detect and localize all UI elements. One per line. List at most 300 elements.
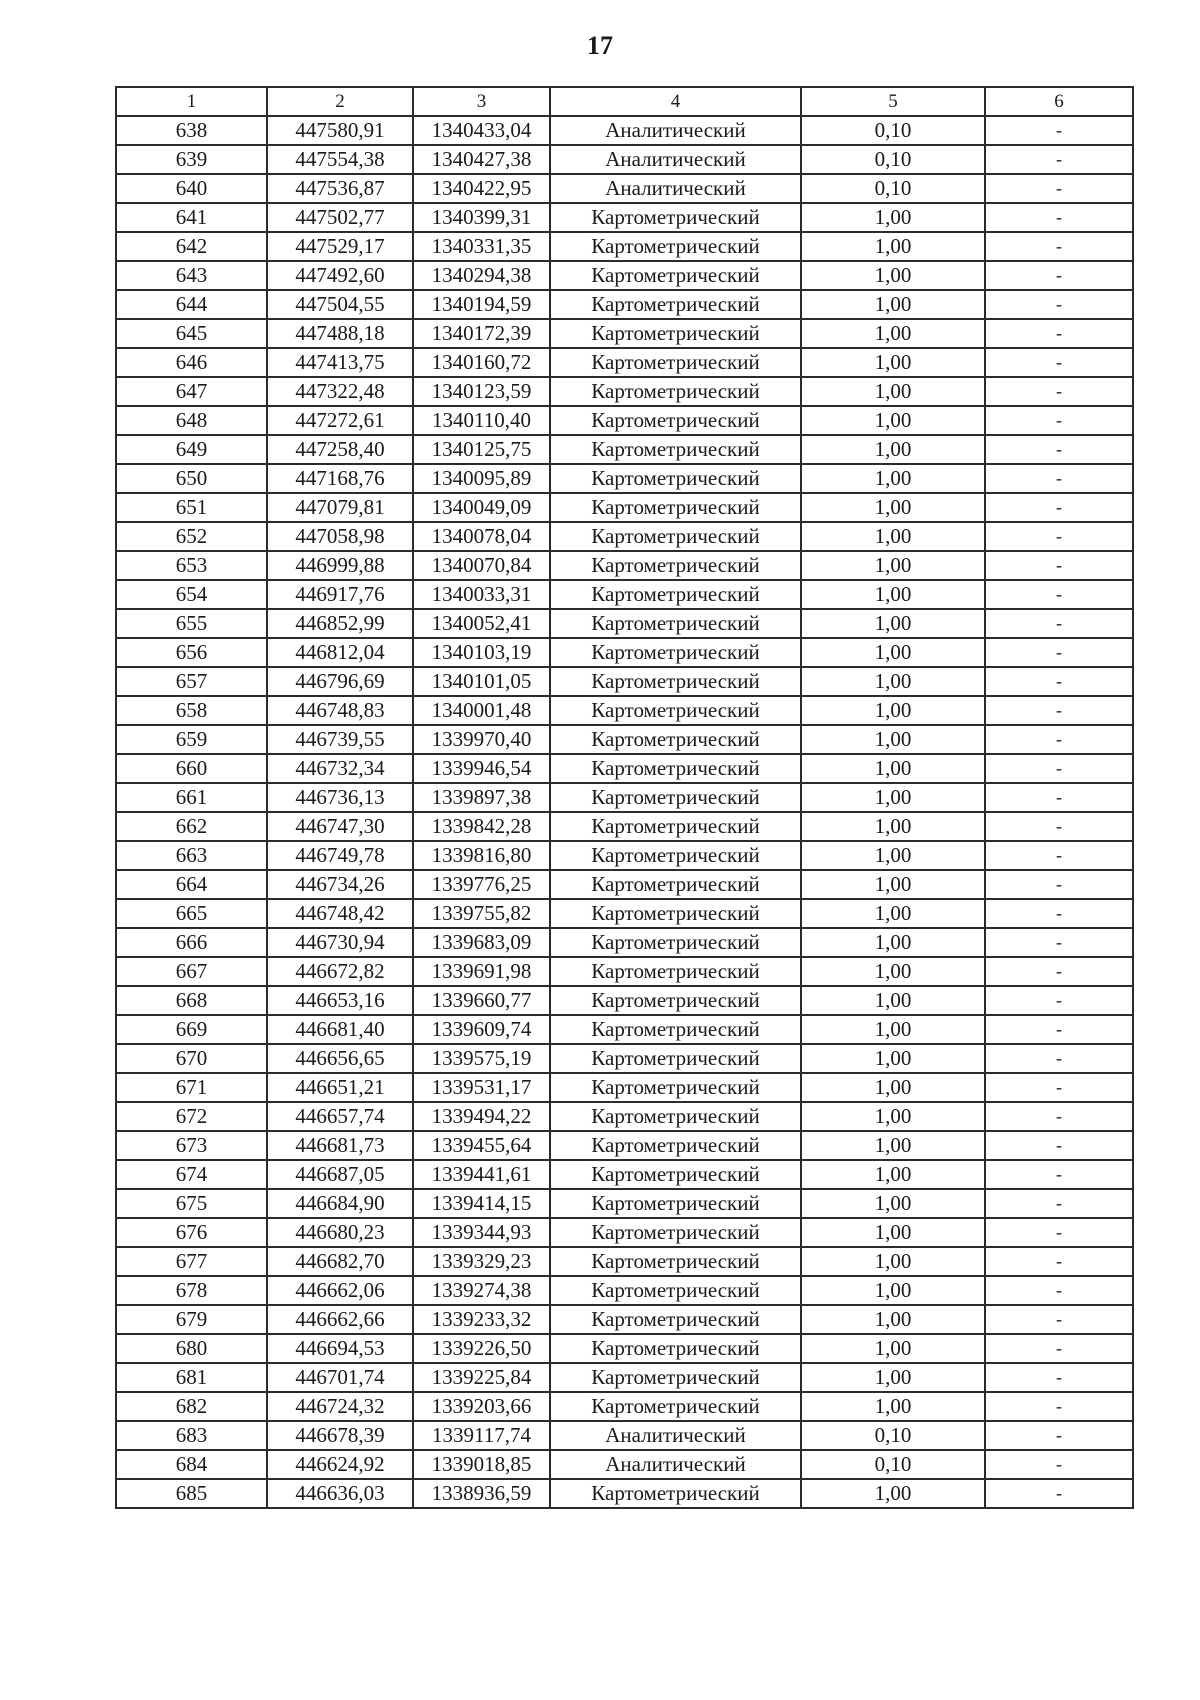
- y-coordinate-cell: 1340078,04: [413, 522, 550, 551]
- point-number-cell: 675: [116, 1189, 267, 1218]
- y-coordinate-cell: 1340070,84: [413, 551, 550, 580]
- x-coordinate-cell: 446636,03: [267, 1479, 413, 1508]
- accuracy-cell: 1,00: [801, 1305, 985, 1334]
- table-row: [116, 290, 1133, 319]
- note-cell: -: [985, 174, 1133, 203]
- note-cell: -: [985, 319, 1133, 348]
- point-number-cell: 682: [116, 1392, 267, 1421]
- y-coordinate-cell: 1339329,23: [413, 1247, 550, 1276]
- point-number-cell: 639: [116, 145, 267, 174]
- method-cell: Картометрический: [550, 493, 801, 522]
- method-cell: Картометрический: [550, 551, 801, 580]
- method-cell: Аналитический: [550, 116, 801, 145]
- accuracy-cell: 0,10: [801, 116, 985, 145]
- point-number-cell: 646: [116, 348, 267, 377]
- x-coordinate-cell: 446653,16: [267, 986, 413, 1015]
- accuracy-cell: 1,00: [801, 261, 985, 290]
- y-coordinate-cell: 1340125,75: [413, 435, 550, 464]
- point-number-cell: 644: [116, 290, 267, 319]
- point-number-cell: 684: [116, 1450, 267, 1479]
- table-row: [116, 580, 1133, 609]
- table-row: [116, 551, 1133, 580]
- y-coordinate-cell: 1339683,09: [413, 928, 550, 957]
- table-row: [116, 841, 1133, 870]
- accuracy-cell: 1,00: [801, 928, 985, 957]
- table-row: [116, 1363, 1133, 1392]
- x-coordinate-cell: 447079,81: [267, 493, 413, 522]
- x-coordinate-cell: 446732,34: [267, 754, 413, 783]
- accuracy-cell: 0,10: [801, 1450, 985, 1479]
- y-coordinate-cell: 1340331,35: [413, 232, 550, 261]
- y-coordinate-cell: 1339441,61: [413, 1160, 550, 1189]
- table-row: [116, 174, 1133, 203]
- table-row: [116, 1392, 1133, 1421]
- method-cell: Картометрический: [550, 580, 801, 609]
- method-cell: Картометрический: [550, 1102, 801, 1131]
- accuracy-cell: 1,00: [801, 667, 985, 696]
- table-row: [116, 1102, 1133, 1131]
- method-cell: Картометрический: [550, 290, 801, 319]
- method-cell: Картометрический: [550, 464, 801, 493]
- point-number-cell: 659: [116, 725, 267, 754]
- method-cell: Аналитический: [550, 174, 801, 203]
- point-number-cell: 672: [116, 1102, 267, 1131]
- y-coordinate-cell: 1340052,41: [413, 609, 550, 638]
- accuracy-cell: 1,00: [801, 1218, 985, 1247]
- table-row: [116, 1160, 1133, 1189]
- y-coordinate-cell: 1340433,04: [413, 116, 550, 145]
- note-cell: -: [985, 232, 1133, 261]
- table-row: [116, 348, 1133, 377]
- table-row: [116, 957, 1133, 986]
- method-cell: Картометрический: [550, 1247, 801, 1276]
- x-coordinate-cell: 447580,91: [267, 116, 413, 145]
- method-cell: Картометрический: [550, 203, 801, 232]
- y-coordinate-cell: 1340123,59: [413, 377, 550, 406]
- x-coordinate-cell: 446694,53: [267, 1334, 413, 1363]
- note-cell: -: [985, 841, 1133, 870]
- note-cell: -: [985, 667, 1133, 696]
- accuracy-cell: 1,00: [801, 870, 985, 899]
- method-cell: Картометрический: [550, 1131, 801, 1160]
- note-cell: -: [985, 1276, 1133, 1305]
- method-cell: Картометрический: [550, 1015, 801, 1044]
- note-cell: -: [985, 609, 1133, 638]
- method-cell: Картометрический: [550, 348, 801, 377]
- x-coordinate-cell: 447488,18: [267, 319, 413, 348]
- x-coordinate-cell: 447258,40: [267, 435, 413, 464]
- y-coordinate-cell: 1339946,54: [413, 754, 550, 783]
- table-row: [116, 812, 1133, 841]
- point-number-cell: 658: [116, 696, 267, 725]
- note-cell: -: [985, 435, 1133, 464]
- method-cell: Картометрический: [550, 232, 801, 261]
- table-row: [116, 609, 1133, 638]
- note-cell: -: [985, 1044, 1133, 1073]
- table-row: [116, 319, 1133, 348]
- header-row: [116, 87, 1133, 116]
- accuracy-cell: 1,00: [801, 1247, 985, 1276]
- x-coordinate-cell: 447529,17: [267, 232, 413, 261]
- accuracy-cell: 1,00: [801, 609, 985, 638]
- accuracy-cell: 1,00: [801, 1102, 985, 1131]
- y-coordinate-cell: 1339660,77: [413, 986, 550, 1015]
- note-cell: -: [985, 928, 1133, 957]
- y-coordinate-cell: 1340033,31: [413, 580, 550, 609]
- point-number-cell: 657: [116, 667, 267, 696]
- x-coordinate-cell: 446682,70: [267, 1247, 413, 1276]
- note-cell: -: [985, 522, 1133, 551]
- accuracy-cell: 1,00: [801, 841, 985, 870]
- y-coordinate-cell: 1340427,38: [413, 145, 550, 174]
- table-row: [116, 1305, 1133, 1334]
- method-cell: Картометрический: [550, 1392, 801, 1421]
- accuracy-cell: 0,10: [801, 1421, 985, 1450]
- accuracy-cell: 1,00: [801, 319, 985, 348]
- point-number-cell: 660: [116, 754, 267, 783]
- table-row: [116, 203, 1133, 232]
- note-cell: -: [985, 406, 1133, 435]
- accuracy-cell: 1,00: [801, 580, 985, 609]
- accuracy-cell: 1,00: [801, 725, 985, 754]
- method-cell: Картометрический: [550, 1334, 801, 1363]
- note-cell: -: [985, 812, 1133, 841]
- point-number-cell: 676: [116, 1218, 267, 1247]
- accuracy-cell: 1,00: [801, 1044, 985, 1073]
- point-number-cell: 670: [116, 1044, 267, 1073]
- point-number-cell: 650: [116, 464, 267, 493]
- accuracy-cell: 1,00: [801, 290, 985, 319]
- y-coordinate-cell: 1340110,40: [413, 406, 550, 435]
- table-row: [116, 1189, 1133, 1218]
- accuracy-cell: 1,00: [801, 1073, 985, 1102]
- x-coordinate-cell: 446748,83: [267, 696, 413, 725]
- x-coordinate-cell: 446796,69: [267, 667, 413, 696]
- accuracy-cell: 1,00: [801, 754, 985, 783]
- method-cell: Картометрический: [550, 957, 801, 986]
- accuracy-cell: 1,00: [801, 435, 985, 464]
- note-cell: -: [985, 754, 1133, 783]
- y-coordinate-cell: 1340160,72: [413, 348, 550, 377]
- x-coordinate-cell: 447504,55: [267, 290, 413, 319]
- note-cell: -: [985, 1218, 1133, 1247]
- point-number-cell: 654: [116, 580, 267, 609]
- y-coordinate-cell: 1340103,19: [413, 638, 550, 667]
- x-coordinate-cell: 446999,88: [267, 551, 413, 580]
- table-row: [116, 1334, 1133, 1363]
- method-cell: Картометрический: [550, 377, 801, 406]
- x-coordinate-cell: 446684,90: [267, 1189, 413, 1218]
- table-row: [116, 1479, 1133, 1508]
- accuracy-cell: 1,00: [801, 406, 985, 435]
- method-cell: Картометрический: [550, 754, 801, 783]
- note-cell: -: [985, 580, 1133, 609]
- point-number-cell: 655: [116, 609, 267, 638]
- x-coordinate-cell: 446662,66: [267, 1305, 413, 1334]
- table-header: [116, 87, 1133, 116]
- point-number-cell: 673: [116, 1131, 267, 1160]
- point-number-cell: 665: [116, 899, 267, 928]
- table-row: [116, 145, 1133, 174]
- note-cell: -: [985, 1392, 1133, 1421]
- accuracy-cell: 1,00: [801, 986, 985, 1015]
- accuracy-cell: 1,00: [801, 1189, 985, 1218]
- point-number-cell: 647: [116, 377, 267, 406]
- x-coordinate-cell: 447272,61: [267, 406, 413, 435]
- method-cell: Картометрический: [550, 725, 801, 754]
- column-header-5: 5: [801, 87, 985, 116]
- y-coordinate-cell: 1339225,84: [413, 1363, 550, 1392]
- x-coordinate-cell: 446680,23: [267, 1218, 413, 1247]
- note-cell: -: [985, 464, 1133, 493]
- method-cell: Картометрический: [550, 1218, 801, 1247]
- point-number-cell: 651: [116, 493, 267, 522]
- column-header-3: 3: [413, 87, 550, 116]
- y-coordinate-cell: 1340399,31: [413, 203, 550, 232]
- x-coordinate-cell: 447168,76: [267, 464, 413, 493]
- y-coordinate-cell: 1339455,64: [413, 1131, 550, 1160]
- table-row: [116, 899, 1133, 928]
- y-coordinate-cell: 1339414,15: [413, 1189, 550, 1218]
- note-cell: -: [985, 986, 1133, 1015]
- point-number-cell: 663: [116, 841, 267, 870]
- x-coordinate-cell: 446678,39: [267, 1421, 413, 1450]
- table-row: [116, 1073, 1133, 1102]
- y-coordinate-cell: 1339531,17: [413, 1073, 550, 1102]
- point-number-cell: 649: [116, 435, 267, 464]
- y-coordinate-cell: 1339842,28: [413, 812, 550, 841]
- point-number-cell: 662: [116, 812, 267, 841]
- accuracy-cell: 1,00: [801, 464, 985, 493]
- note-cell: -: [985, 348, 1133, 377]
- method-cell: Картометрический: [550, 1044, 801, 1073]
- method-cell: Аналитический: [550, 1450, 801, 1479]
- x-coordinate-cell: 447554,38: [267, 145, 413, 174]
- note-cell: -: [985, 493, 1133, 522]
- table-body: [116, 116, 1133, 1508]
- method-cell: Картометрический: [550, 522, 801, 551]
- note-cell: -: [985, 696, 1133, 725]
- point-number-cell: 645: [116, 319, 267, 348]
- point-number-cell: 683: [116, 1421, 267, 1450]
- method-cell: Картометрический: [550, 1073, 801, 1102]
- y-coordinate-cell: 1339609,74: [413, 1015, 550, 1044]
- table-row: [116, 1015, 1133, 1044]
- table-row: [116, 1218, 1133, 1247]
- accuracy-cell: 1,00: [801, 812, 985, 841]
- y-coordinate-cell: 1340095,89: [413, 464, 550, 493]
- method-cell: Картометрический: [550, 899, 801, 928]
- point-number-cell: 641: [116, 203, 267, 232]
- note-cell: -: [985, 1363, 1133, 1392]
- table-row: [116, 754, 1133, 783]
- y-coordinate-cell: 1340001,48: [413, 696, 550, 725]
- x-coordinate-cell: 446624,92: [267, 1450, 413, 1479]
- accuracy-cell: 0,10: [801, 174, 985, 203]
- x-coordinate-cell: 447536,87: [267, 174, 413, 203]
- x-coordinate-cell: 447502,77: [267, 203, 413, 232]
- table-row: [116, 406, 1133, 435]
- table-row: [116, 667, 1133, 696]
- y-coordinate-cell: 1339816,80: [413, 841, 550, 870]
- method-cell: Картометрический: [550, 783, 801, 812]
- table-row: [116, 696, 1133, 725]
- table-row: [116, 986, 1133, 1015]
- method-cell: Картометрический: [550, 696, 801, 725]
- y-coordinate-cell: 1339226,50: [413, 1334, 550, 1363]
- y-coordinate-cell: 1339344,93: [413, 1218, 550, 1247]
- method-cell: Картометрический: [550, 638, 801, 667]
- accuracy-cell: 1,00: [801, 1276, 985, 1305]
- x-coordinate-cell: 446812,04: [267, 638, 413, 667]
- method-cell: Картометрический: [550, 319, 801, 348]
- accuracy-cell: 0,10: [801, 145, 985, 174]
- table-row: [116, 377, 1133, 406]
- accuracy-cell: 1,00: [801, 783, 985, 812]
- note-cell: -: [985, 377, 1133, 406]
- y-coordinate-cell: 1340294,38: [413, 261, 550, 290]
- note-cell: -: [985, 116, 1133, 145]
- x-coordinate-cell: 446657,74: [267, 1102, 413, 1131]
- table-row: [116, 1131, 1133, 1160]
- accuracy-cell: 1,00: [801, 1334, 985, 1363]
- table-row: [116, 783, 1133, 812]
- accuracy-cell: 1,00: [801, 957, 985, 986]
- column-header-6: 6: [985, 87, 1133, 116]
- point-number-cell: 643: [116, 261, 267, 290]
- y-coordinate-cell: 1339018,85: [413, 1450, 550, 1479]
- x-coordinate-cell: 447413,75: [267, 348, 413, 377]
- table-row: [116, 116, 1133, 145]
- y-coordinate-cell: 1339776,25: [413, 870, 550, 899]
- method-cell: Картометрический: [550, 1160, 801, 1189]
- note-cell: -: [985, 1073, 1133, 1102]
- y-coordinate-cell: 1339233,32: [413, 1305, 550, 1334]
- accuracy-cell: 1,00: [801, 696, 985, 725]
- note-cell: -: [985, 1479, 1133, 1508]
- y-coordinate-cell: 1340422,95: [413, 174, 550, 203]
- note-cell: -: [985, 145, 1133, 174]
- x-coordinate-cell: 446747,30: [267, 812, 413, 841]
- method-cell: Картометрический: [550, 1189, 801, 1218]
- note-cell: -: [985, 551, 1133, 580]
- accuracy-cell: 1,00: [801, 1363, 985, 1392]
- note-cell: -: [985, 899, 1133, 928]
- x-coordinate-cell: 446724,32: [267, 1392, 413, 1421]
- accuracy-cell: 1,00: [801, 1392, 985, 1421]
- point-number-cell: 648: [116, 406, 267, 435]
- point-number-cell: 678: [116, 1276, 267, 1305]
- method-cell: Картометрический: [550, 841, 801, 870]
- note-cell: -: [985, 1421, 1133, 1450]
- x-coordinate-cell: 447058,98: [267, 522, 413, 551]
- method-cell: Картометрический: [550, 928, 801, 957]
- note-cell: -: [985, 783, 1133, 812]
- x-coordinate-cell: 446917,76: [267, 580, 413, 609]
- method-cell: Картометрический: [550, 609, 801, 638]
- method-cell: Картометрический: [550, 1363, 801, 1392]
- y-coordinate-cell: 1339755,82: [413, 899, 550, 928]
- point-number-cell: 669: [116, 1015, 267, 1044]
- accuracy-cell: 1,00: [801, 377, 985, 406]
- table-row: [116, 928, 1133, 957]
- x-coordinate-cell: 447492,60: [267, 261, 413, 290]
- table-row: [116, 1247, 1133, 1276]
- y-coordinate-cell: 1340101,05: [413, 667, 550, 696]
- note-cell: -: [985, 290, 1133, 319]
- point-number-cell: 666: [116, 928, 267, 957]
- x-coordinate-cell: 446656,65: [267, 1044, 413, 1073]
- table-row: [116, 1450, 1133, 1479]
- y-coordinate-cell: 1340172,39: [413, 319, 550, 348]
- note-cell: -: [985, 725, 1133, 754]
- x-coordinate-cell: 446734,26: [267, 870, 413, 899]
- accuracy-cell: 1,00: [801, 348, 985, 377]
- x-coordinate-cell: 446681,73: [267, 1131, 413, 1160]
- accuracy-cell: 1,00: [801, 1015, 985, 1044]
- point-number-cell: 671: [116, 1073, 267, 1102]
- note-cell: -: [985, 203, 1133, 232]
- point-number-cell: 677: [116, 1247, 267, 1276]
- note-cell: -: [985, 1450, 1133, 1479]
- accuracy-cell: 1,00: [801, 1131, 985, 1160]
- point-number-cell: 638: [116, 116, 267, 145]
- y-coordinate-cell: 1339691,98: [413, 957, 550, 986]
- method-cell: Картометрический: [550, 406, 801, 435]
- point-number-cell: 640: [116, 174, 267, 203]
- point-number-cell: 667: [116, 957, 267, 986]
- note-cell: -: [985, 638, 1133, 667]
- y-coordinate-cell: 1339117,74: [413, 1421, 550, 1450]
- method-cell: Картометрический: [550, 812, 801, 841]
- note-cell: -: [985, 957, 1133, 986]
- accuracy-cell: 1,00: [801, 203, 985, 232]
- accuracy-cell: 1,00: [801, 493, 985, 522]
- accuracy-cell: 1,00: [801, 638, 985, 667]
- method-cell: Картометрический: [550, 1276, 801, 1305]
- accuracy-cell: 1,00: [801, 232, 985, 261]
- method-cell: Аналитический: [550, 1421, 801, 1450]
- note-cell: -: [985, 261, 1133, 290]
- x-coordinate-cell: 446736,13: [267, 783, 413, 812]
- coordinates-table: [115, 86, 1134, 1509]
- point-number-cell: 679: [116, 1305, 267, 1334]
- note-cell: -: [985, 1131, 1133, 1160]
- x-coordinate-cell: 446651,21: [267, 1073, 413, 1102]
- note-cell: -: [985, 1015, 1133, 1044]
- point-number-cell: 661: [116, 783, 267, 812]
- note-cell: -: [985, 1334, 1133, 1363]
- method-cell: Картометрический: [550, 667, 801, 696]
- point-number-cell: 681: [116, 1363, 267, 1392]
- note-cell: -: [985, 1305, 1133, 1334]
- accuracy-cell: 1,00: [801, 551, 985, 580]
- column-header-4: 4: [550, 87, 801, 116]
- accuracy-cell: 1,00: [801, 522, 985, 551]
- table-row: [116, 493, 1133, 522]
- page-number: 17: [587, 31, 613, 60]
- x-coordinate-cell: 446739,55: [267, 725, 413, 754]
- table-row: [116, 1421, 1133, 1450]
- table-row: [116, 725, 1133, 754]
- point-number-cell: 674: [116, 1160, 267, 1189]
- method-cell: Картометрический: [550, 261, 801, 290]
- table-row: [116, 464, 1133, 493]
- note-cell: -: [985, 1160, 1133, 1189]
- x-coordinate-cell: 446730,94: [267, 928, 413, 957]
- note-cell: -: [985, 1189, 1133, 1218]
- column-header-1: 1: [116, 87, 267, 116]
